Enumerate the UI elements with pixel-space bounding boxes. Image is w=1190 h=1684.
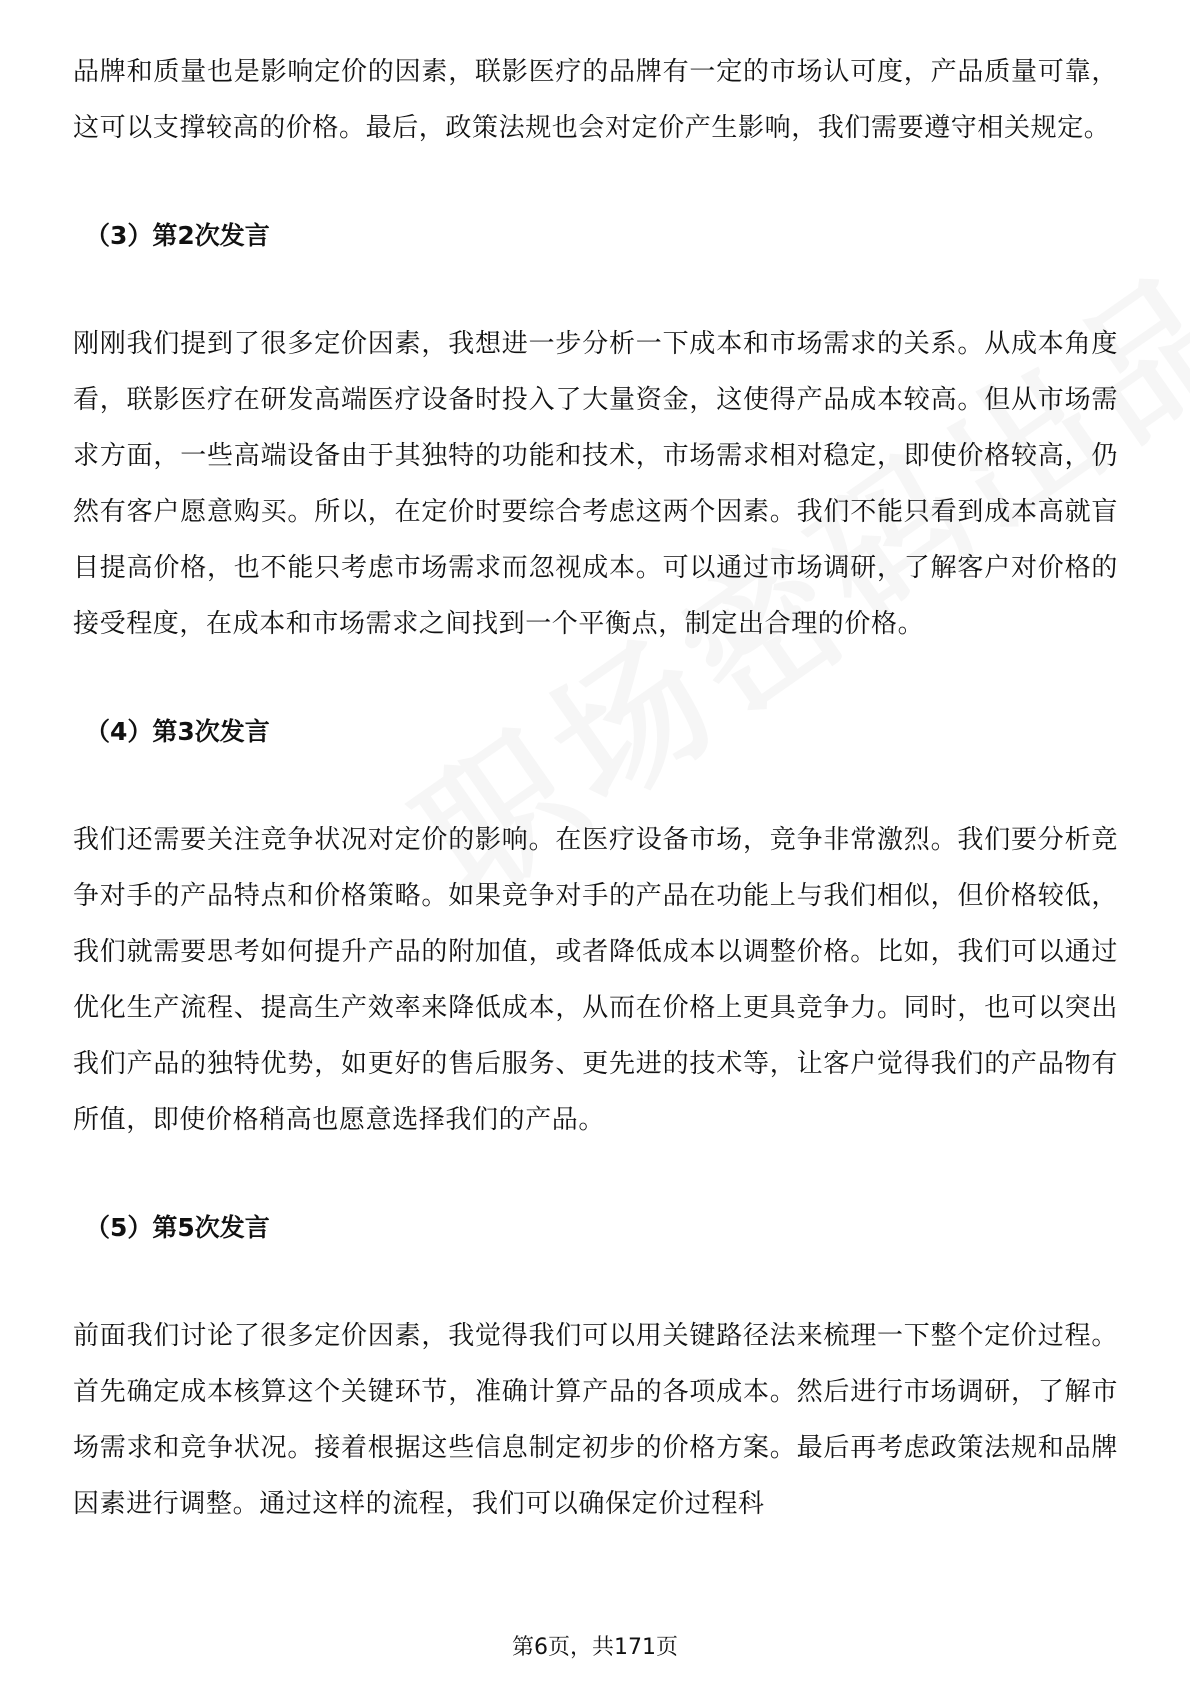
spacer — [73, 1148, 1118, 1200]
spacer — [73, 264, 1118, 316]
spacer — [73, 652, 1118, 704]
section-heading-3: （3）第2次发言 — [85, 221, 270, 250]
page-number: 第6页，共171页 — [512, 1635, 678, 1660]
spacer — [73, 760, 1118, 812]
section-heading-5: （5）第5次发言 — [85, 1213, 270, 1242]
paragraph-critical-path: 前面我们讨论了很多定价因素，我觉得我们可以用关键路径法来梳理一下整个定价过程。首先确定成本核算这个关键环节，准确计算产品的各项成本。然后进行市场调研，了解市场需求和竞争状况。接着根据这些信息制定初步的价格方案。最后再考虑政策法规和品牌因素进行调整。通过这样的流程，我们可以确保定价过程科 — [73, 1321, 1118, 1519]
paragraph-brand-quality: 品牌和质量也是影响定价的因素，联影医疗的品牌有一定的市场认可度，产品质量可靠，这可以支撑较高的价格。最后，政策法规也会对定价产生影响，我们需要遵守相关规定。 — [73, 57, 1118, 143]
spacer — [73, 156, 1118, 208]
section-heading-4: （4）第3次发言 — [85, 717, 270, 746]
paragraph-cost-demand: 刚刚我们提到了很多定价因素，我想进一步分析一下成本和市场需求的关系。从成本角度看，联影医疗在研发高端医疗设备时投入了大量资金，这使得产品成本较高。但从市场需求方面，一些高端设备由于其独特的功能和技术，市场需求相对稳定，即使价格较高，仍然有客户愿意购买。所以，在定价时要综合考虑这两个因素。我们不能只看到成本高就盲目提高价格，也不能只考虑市场需求而忽视成本。可以通过市场调研，了解客户对价格的接受程度，在成本和市场需求之间找到一个平衡点，制定出合理的价格。 — [73, 329, 1118, 639]
page-content — [73, 44, 1118, 1532]
spacer — [73, 1256, 1118, 1308]
paragraph-competition: 我们还需要关注竞争状况对定价的影响。在医疗设备市场，竞争非常激烈。我们要分析竞争对手的产品特点和价格策略。如果竞争对手的产品在功能上与我们相似，但价格较低，我们就需要思考如何提升产品的附加值，或者降低成本以调整价格。比如，我们可以通过优化生产流程、提高生产效率来降低成本，从而在价格上更具竞争力。同时，也可以突出我们产品的独特优势，如更好的售后服务、更先进的技术等，让客户觉得我们的产品物有所值，即使价格稍高也愿意选择我们的产品。 — [73, 825, 1118, 1135]
